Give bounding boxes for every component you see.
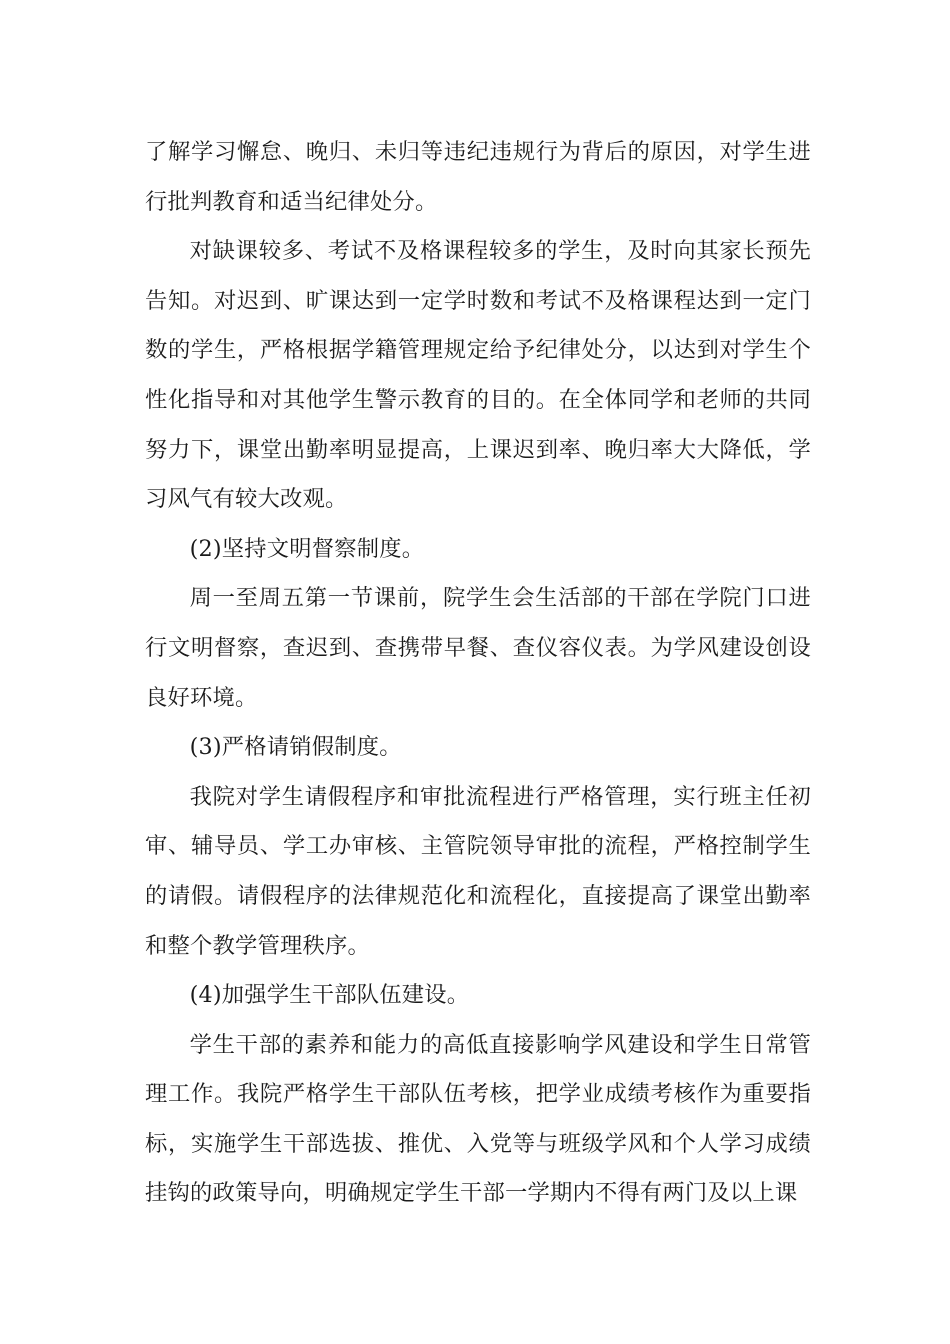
paragraph-civility-inspection: 周一至周五第一节课前，院学生会生活部的干部在学院门口进行文明督察，查迟到、查携带早餐、查仪容仪表。为学风建设创设良好环境。	[145, 585, 811, 711]
paragraph-leave-system: 我院对学生请假程序和审批流程进行严格管理，实行班主任初审、辅导员、学工办审核、主管院领导审批的流程，严格控制学生的请假。请假程序的法律规范化和流程化，直接提高了课堂出勤率和整个教学管理秩序。	[145, 783, 811, 959]
paragraph-continued: 了解学习懈怠、晚归、未归等违纪违规行为背后的原因，对学生进行批判教育和适当纪律处分。	[145, 139, 811, 215]
section-heading-leave-system: (3)严格请销假制度。	[189, 734, 402, 761]
section-heading-civility-inspection: (2)坚持文明督察制度。	[189, 535, 425, 562]
document-body	[145, 128, 811, 1219]
section-heading-student-cadres: (4)加强学生干部队伍建设。	[189, 982, 470, 1009]
paragraph-student-cadres: 学生干部的素养和能力的高低直接影响学风建设和学生日常管理工作。我院严格学生干部队伍考核，把学业成绩考核作为重要指标，实施学生干部选拔、推优、入党等与班级学风和个人学习成绩挂钩的政策导向，明确规定学生干部一学期内不得有两门及以上课	[145, 1031, 811, 1207]
paragraph-absence-notice: 对缺课较多、考试不及格课程较多的学生，及时向其家长预先告知。对迟到、旷课达到一定学时数和考试不及格课程达到一定门数的学生，严格根据学籍管理规定给予纪律处分，以达到对学生个性化指导和对其他学生警示教育的目的。在全体同学和老师的共同努力下，课堂出勤率明显提高，上课迟到率、晚归率大大降低，学习风气有较大改观。	[145, 238, 811, 513]
